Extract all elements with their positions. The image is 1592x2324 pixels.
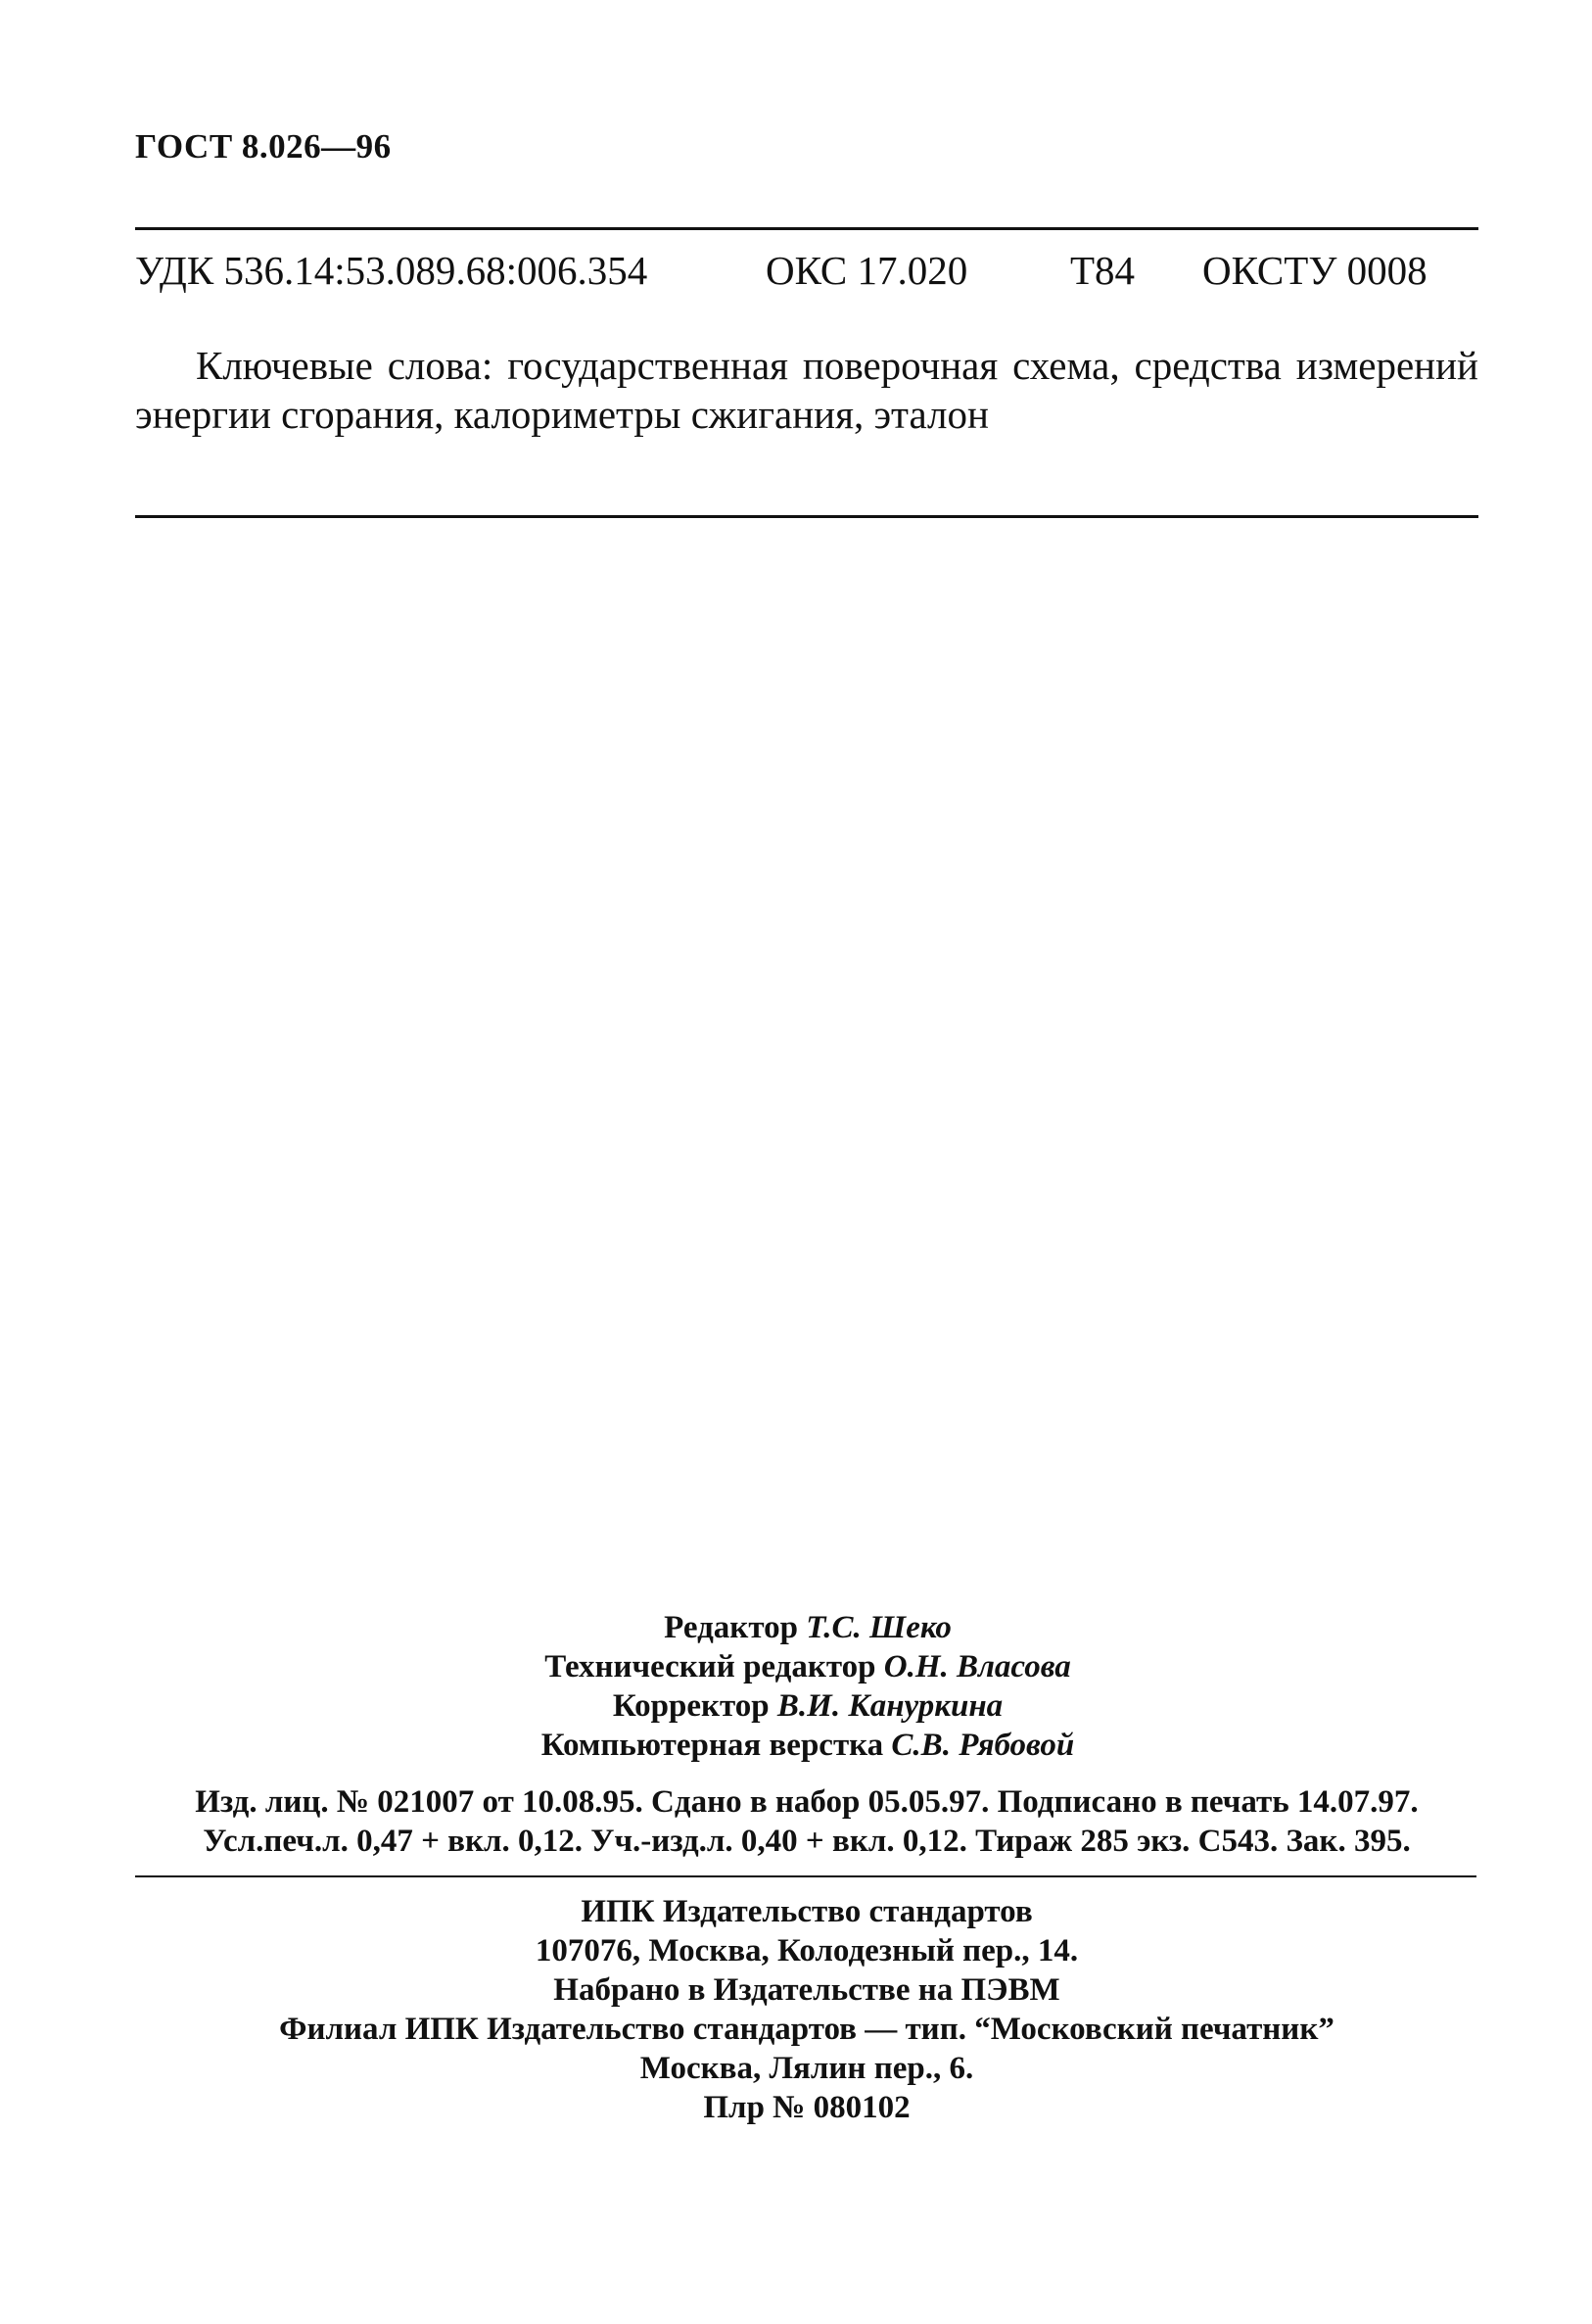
credits-block: [392, 1608, 1224, 1765]
license-number: Плр № 080102: [703, 2090, 911, 2125]
middle-divider: [135, 515, 1478, 518]
imprint-divider: [135, 1875, 1476, 1877]
printer-address: Москва, Лялин пер., 6.: [639, 2051, 974, 2086]
keywords-paragraph: Ключевые слова: государственная поверочная схема, средства измерений энергии сгорания, калориметры сжигания, эталон: [135, 343, 1478, 437]
credit-role: Редактор: [664, 1610, 798, 1645]
typesetting-note: Набрано в Издательстве на ПЭВМ: [553, 1972, 1060, 2008]
credit-name: О.Н. Власова: [883, 1649, 1071, 1684]
oks-code: ОКС 17.020: [766, 248, 968, 293]
classification-row: [135, 247, 1478, 306]
group-code: Т84: [1070, 248, 1136, 293]
udk-code: УДК 536.14:53.089.68:006.354: [135, 248, 648, 293]
publication-info: [135, 1782, 1478, 1861]
printer-name: Филиал ИПК Издательство стандартов — тип. “Московский печатник”: [279, 2012, 1334, 2047]
publisher-address: 107076, Москва, Колодезный пер., 14.: [535, 1933, 1079, 1968]
top-divider: [135, 227, 1478, 230]
imprint-block: [135, 1892, 1478, 2127]
document-id: ГОСТ 8.026—96: [135, 127, 392, 166]
credit-layout: [392, 1726, 1224, 1765]
credit-role: Компьютерная верстка: [540, 1728, 884, 1763]
credit-tech-editor: [392, 1647, 1224, 1686]
credit-role: Корректор: [612, 1688, 770, 1724]
credit-name: В.И. Кануркина: [776, 1688, 1004, 1724]
okstu-code: ОКСТУ 0008: [1202, 248, 1428, 293]
publication-info-line: Усл.печ.л. 0,47 + вкл. 0,12. Уч.-изд.л. 0,40 + вкл. 0,12. Тираж 285 экз. С543. Зак. 395.: [203, 1824, 1411, 1859]
credit-name: Т.С. Шеко: [806, 1610, 952, 1645]
credit-editor: [392, 1608, 1224, 1647]
credit-name: С.В. Рябовой: [891, 1728, 1075, 1763]
publisher-name: ИПК Издательство стандартов: [581, 1894, 1033, 1929]
credit-role: Технический редактор: [544, 1649, 876, 1684]
publication-info-line: Изд. лиц. № 021007 от 10.08.95. Сдано в набор 05.05.97. Подписано в печать 14.07.97.: [195, 1784, 1419, 1820]
credit-proofreader: [392, 1686, 1224, 1726]
